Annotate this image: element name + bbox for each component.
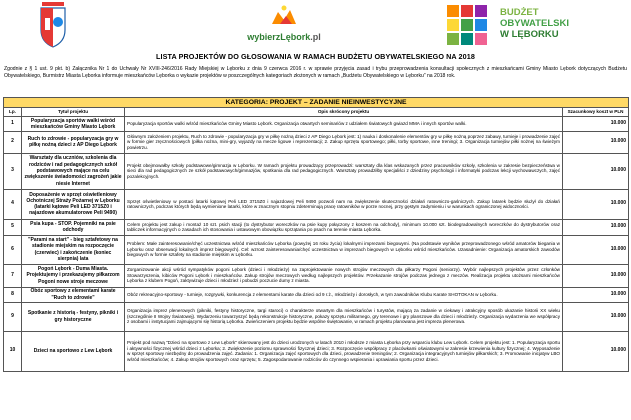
category-label: KATEGORIA: PROJEKT – ZADANIE NIEINWESTYCYJNE (4, 98, 629, 108)
table-row (4, 331, 629, 371)
row-lp: 5 (4, 219, 22, 235)
table-row (4, 235, 629, 264)
row-lp: 8 (4, 287, 22, 302)
category-row (4, 98, 629, 108)
city-logo[interactable] (234, 2, 334, 46)
row-lp: 9 (4, 302, 22, 331)
row-desc: Problem: Małe zainteresowanie/chęć uczestnictwa wśród mieszkańców Lęborka (powyżej 16 roku życia) lokalnymi imprezami biegowymi. (Na podstawie wyników przeprowadzonego wśród amatorów biegania w Lęborku oraz obserwacji lokalnych imprez biegowych). Cel: wzrost zainteresowania/chęć uczestnictwa w imprezach biegowych w Lęborku wśród mieszkańców. Uzasadnienie: Organizacja amatorskich zawodów biegowych w formie sztafety na stadionie miejskim w Lęborku. (125, 235, 563, 264)
table-row (4, 131, 629, 153)
row-cost: 10.000 (563, 331, 629, 371)
page-title: LISTA PROJEKTÓW DO GŁOSOWANIA W RAMACH BUDŻETU OBYWATELSKIEGO NA 2018 (156, 52, 475, 61)
row-cost: 10.000 (563, 219, 629, 235)
row-cost: 10.000 (563, 131, 629, 153)
row-cost: 10.000 (563, 153, 629, 189)
table-row (4, 153, 629, 189)
row-cost: 10.000 (563, 235, 629, 264)
row-desc: Sprzęt oświetleniowy w postaci latarki kątowej Peli LED 3715Z0 i najazdowej Peli 9490 pozwoli nam na zwiększenie skuteczności działań ratowniczo-gaśniczych. Zakup latarek będzie służył do działań ratowniczych, podczas których będą wymienione latarki, które w znacznym stopniu zdeterminują pracę ratowników w porze nocnej, przy gęstym zadymieniu i w warunkach ograniczonej widoczności. (125, 189, 563, 219)
city-logo-mark-icon (234, 2, 334, 32)
row-desc: Celem projektu jest zakup i montaż 10 szt. psich stacji (to dystrybutor woreczków na psie kupy połączony z koszem na odchody), minimum 10.000 szt. biodegradowalnych woreczków do dystrybutorów oraz tabliczek informacyjnych o zasadach ich stosowania i ustawowym obowiązku sprzątania po psach na terenie miasta Lęborka. (125, 219, 563, 235)
projects-table (3, 97, 629, 372)
table-row (4, 189, 629, 219)
city-logo-city: Lębork (280, 32, 311, 42)
row-cost: 10.000 (563, 302, 629, 331)
row-title: Spotkanie z historią - festyny, pikniki i gry historyczne (22, 302, 125, 331)
table-row (4, 287, 629, 302)
table-row (4, 264, 629, 287)
table-row (4, 219, 629, 235)
row-cost: 10.000 (563, 117, 629, 132)
table-header-row (4, 108, 629, 117)
row-desc: Głównym założeniem projektu, Ruch to zdrowie - popularyzacja gry w piłkę nożną dzieci z AP Diego Lębork jest: 1) nauka i doskonalenie elementów gry w piłkę nożną poprzez zabawy, turnieje i prowadzenie zajęć w formie gier zręcznościowych (piłka nożna, mini-gry, wyjazdy na mecze ligowe i reprezentacji; 2. Zakup sprzętu sportowego; piłki, torby sportowe, inne treningi; 3. Organizacja turniejów piłki nożnej na świeżym powietrzu. (125, 131, 563, 153)
row-desc: Organizacja imprez plenerowych (pikniki, festyny historyczne, targi staroci) o charakterze otwartym dla mieszkańców i turystów, mającą za zadanie w ciekawy i atrakcyjny sposób ukazanie historii XX wieku (szczególnie II Wojny Światowej). Wydarzeniu towarzyszyć będą rekonstrukcje historyczne, pokazy sprzętu militarnego, gry terenowe i gry planszowe dla dzieci i młodzieży. Organizacja wydarzenia we współpracy z osobami i instytucjami zajmującymi się historią Lęborka. Zwieńczeniem projektu będzie wspólne świętowanie, w ramach projektu planowana jest impreza plenerowa. (125, 302, 563, 331)
colorful-grid-icon (445, 3, 497, 49)
header-desc: Opis skrócony projektu (125, 108, 563, 117)
bo-logo-line-1: BUDŻET (500, 7, 539, 18)
row-desc: Obóz rekreacyjno-sportowy - turnieje, rozgrywki, konkurencja z elementami karate dla dzieci od 9 r.ż., młodzieży i dorosłych, w tym zawodników Klubu Karate SHOTOKAN w Lęborku. (125, 287, 563, 302)
city-crest-icon (38, 2, 68, 48)
bo-logo-line-2: OBYWATELSKI (500, 18, 569, 29)
row-title: Ruch to zdrowie - popularyzacja gry w piłkę nożną dzieci z AP Diego Lębork (22, 131, 125, 153)
row-lp: 10 (4, 331, 22, 371)
row-title: Doposażenie w sprzęt oświetleniowy Ochotniczej Straży Pożarnej w Lęborku (latarki kątowe Peli LED 3715Z0 i najazdowe akumulatorowe Peli 9490) (22, 189, 125, 219)
row-cost: 10.000 (563, 287, 629, 302)
row-lp: 1 (4, 117, 22, 132)
row-title: Pogoń Lębork - Duma Miasta. Projektujemy i przekazujemy piłkarzom Pogoni nowe stroje meczowe (22, 264, 125, 287)
intro-paragraph: Zgodnie z § 1 ust. 9 pkt. b) Załącznika Nr 1 do Uchwały Nr XVIII-246/2016 Rady Miejskiej w Lęborku z dnia 9 czerwca 2016 r. w sprawie przyjęcia zasad i trybu przeprowadzenia konsultacji społecznych z mieszkańcami Gminy Miasto Lębork dotyczących Budżetu Obywatelskiego, Burmistrz Miasta Lęborka informuje mieszkańców Lęborka o wykazie projektów w poszczególnych kategoriach złożonych w ramach „Budżetu Obywatelskiego w Lęborku” na 2018 rok. (4, 66, 627, 79)
budzet-obywatelski-logo (445, 3, 620, 49)
header-cost: Szacunkowy koszt w PLN (563, 108, 629, 117)
row-lp: 3 (4, 153, 22, 189)
header-title: Tytuł projektu (22, 108, 125, 117)
row-lp: 2 (4, 131, 22, 153)
row-desc: Zorganizowanie akcji wśród sympatyków pogoni Lębork (dzieci i młodzieży) na zaprojektowanie nowych strojów meczowych dla piłkarzy Pogoni (seniorzy). Wybór najlepszych projektów przez członków Stowarzyszenia, kibiców Pogoni Lębork i mieszkańców. Zakup strojów meczowych według najlepszych projektów. Przekazanie strojów podczas jednego z meczów. Realizacja projektu utożsami mieszkańców Lęborka z klubem Pogoń, zaktywizuje dzieci i młodzież i pobudzi poczucie dumy z miasta. (125, 264, 563, 287)
table-row (4, 302, 629, 331)
row-title: Obóz sportowy z elementami karate "Ruch to zdrowie" (22, 287, 125, 302)
row-desc: Projekt pod nazwą "Dzieci na sportowo z Lew Lębork" skierowany jest do dzieci urodzonych w latach 2010 i młodsze z miasta Lęborka przy wsparciu klubu Lew Lębork. Celem projektu jest: 1. Popularyzacja sportu i aktywności fizycznej wśród dzieci z Lęborka; 2. Zwiększenie poziomu sprawności fizycznej dzieci; 3. Rozpoczęcie współpracy z placówkami oświatowymi w zakresie krzewienia kultury fizycznej; 4. Wyposażenie w sprzęt sportowy niezbędny do prowadzenia zajęć. Zadania: 1. Organizacja zajęć sportowych dla dzieci, prowadzenie treningów; 2. Organizacja integracyjnych turniejów piłkarskich; 3. Promowanie inicjatyw LBO wśród mieszkańców; 4. Zakup strojów sportowych oraz sprzętu; 5. Zagospodarowanie rodziców do czynnego wspierania i uprawiania sportu przez dzieci. (125, 331, 563, 371)
table-row (4, 117, 629, 132)
city-logo-tld: .pl (310, 32, 321, 42)
row-title: Psia kupa - STOP. Pojemniki na psie odchody (22, 219, 125, 235)
row-cost: 10.000 (563, 264, 629, 287)
row-title: Dzieci na sportowo z Lew Lębork (22, 331, 125, 371)
page-header (0, 0, 631, 52)
row-lp: 6 (4, 235, 22, 264)
bo-logo-line-3: W LĘBORKU (500, 29, 559, 40)
row-desc: Projekt obejmowałby szkoły podstawowe/gimnazja w Lęborku. W ramach projektu prowadzący przeprowadzi: warsztaty dla klas wskazanych przez pracowników szkoły, szkolenia w zakresie bezpieczeństwa w sieci dla rad pedagogicznych ze szkół podstawowych/gimnazjów, spotkania dla rad pedagogicznych. Warsztaty prowadziłby specjaliści z dziedziny psychologii i informatyki podczas lekcji wychowawczych, zajęć pozalekcyjnych. (125, 153, 563, 189)
row-title: Popularyzacja sportów walki wśród mieszkańców Gminy Miasto Lębork (22, 117, 125, 132)
city-logo-brand: wybierz (247, 32, 281, 42)
row-lp: 4 (4, 189, 22, 219)
row-title: "Parami na start" - bieg sztafetowy na stadionie miejskim na rozpoczęcie (czerwiec) i zakończenie (koniec sierpnia) lata (22, 235, 125, 264)
header-lp: Lp. (4, 108, 22, 117)
row-title: Warsztaty dla uczniów, szkolenia dla rodziców i rad pedagogicznych szkół podstawowych mające na celu zwiększenie świadomości zagrożeń jakie niesie Internet (22, 153, 125, 189)
row-lp: 7 (4, 264, 22, 287)
row-cost: 10.000 (563, 189, 629, 219)
row-desc: Popularyzacja sportów walki wśród mieszkańców Gminy Miasto Lębork. Organizacja otwartych seminariów z udziałem światowych gwiazd MMA i innych sportów walki. (125, 117, 563, 132)
